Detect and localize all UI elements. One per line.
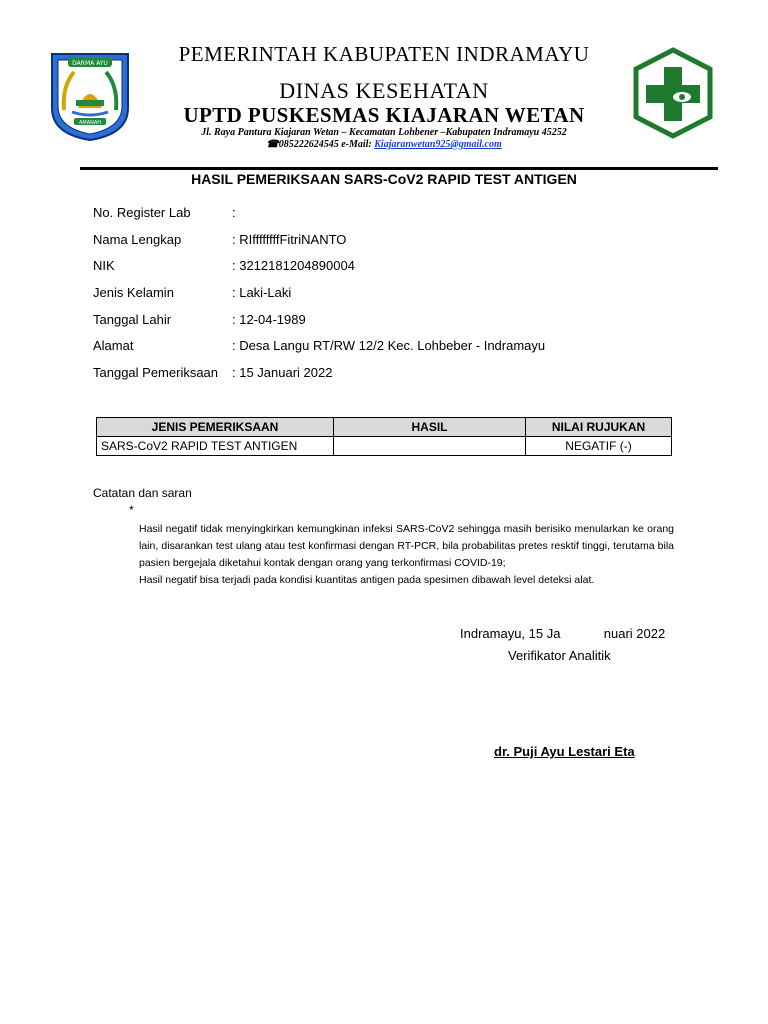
header-puskesmas: UPTD PUSKESMAS KIAJARAN WETAN (183, 103, 585, 127)
notes-bullet: * (129, 503, 134, 517)
signature-name: dr. Puji Ayu Lestari Eta (494, 744, 635, 759)
email-link[interactable]: Kiajaranwetan925@gmail.com (374, 139, 502, 150)
logo-banner-text: DARMA AYU (72, 60, 108, 67)
notes-paragraph-1: Hasil negatif tidak menyingkirkan kemungkinan infeksi SARS-CoV2 sehingga masih berisiko menularkan ke orang lain, disarankan test ulang atau test konfirmasi dengan RT-PCR, bila probabilitas pretes resktif tinggi, terutama bila pasien bergejala diketahui kontak dengan orang yang terkonfirmasi COVID-19; (139, 523, 674, 569)
table-header-row (97, 418, 672, 437)
field-value-birthdate: : 12-04-1989 (232, 312, 306, 327)
field-value-nik: : 3212181204890004 (232, 258, 355, 273)
header-government: PEMERINTAH KABUPATEN INDRAMAYU (178, 42, 590, 66)
cell-exam: SARS-CoV2 RAPID TEST ANTIGEN (97, 437, 334, 456)
header-department: DINAS KESEHATAN (279, 78, 489, 103)
signature-role: Verifikator Analitik (508, 648, 611, 663)
phone-label: ☎085222624545 e-Mail: (266, 139, 375, 150)
results-table (96, 417, 672, 456)
field-value-address: : Desa Langu RT/RW 12/2 Kec. Lohbeber - Indramayu (232, 338, 546, 353)
field-label-birthdate: Tanggal Lahir (93, 312, 172, 327)
notes-body (139, 521, 674, 589)
field-value-register: : (232, 205, 236, 220)
field-value-name: : RIffffffffFitriNANTO (232, 232, 347, 247)
field-label-gender: Jenis Kelamin (93, 285, 174, 300)
field-value-gender: : Laki-Laki (232, 285, 292, 300)
column-header-exam: JENIS PEMERIKSAAN (97, 418, 334, 437)
notes-paragraph-2: Hasil negatif bisa terjadi pada kondisi kuantitas antigen pada spesimen dibawah level deteksi alat. (139, 574, 595, 586)
document-title: HASIL PEMERIKSAAN SARS-CoV2 RAPID TEST ANTIGEN (191, 171, 577, 187)
column-header-result: HASIL (334, 418, 526, 437)
column-header-reference: NILAI RUJUKAN (526, 418, 672, 437)
table-row (97, 437, 672, 456)
field-value-exam-date: : 15 Januari 2022 (232, 365, 333, 380)
notes-heading: Catatan dan saran (93, 486, 192, 500)
cell-result (334, 437, 526, 456)
signature-place-date: Indramayu, 15 Ja nuari 2022 (460, 626, 666, 641)
field-label-name: Nama Lengkap (93, 232, 182, 247)
cell-reference: NEGATIF (-) (526, 437, 672, 456)
header-divider (80, 167, 718, 170)
field-label-address: Alamat (93, 338, 134, 353)
logo-ribbon-text: AMANAH (78, 120, 102, 126)
header-contact (0, 139, 768, 150)
field-label-exam-date: Tanggal Pemeriksaan (93, 365, 219, 380)
header-address: Jl. Raya Pantura Kiajaran Wetan – Kecamatan Lohbener –Kabupaten Indramayu 45252 (201, 127, 567, 138)
field-label-nik: NIK (93, 258, 115, 273)
field-label-register: No. Register Lab (93, 205, 191, 220)
